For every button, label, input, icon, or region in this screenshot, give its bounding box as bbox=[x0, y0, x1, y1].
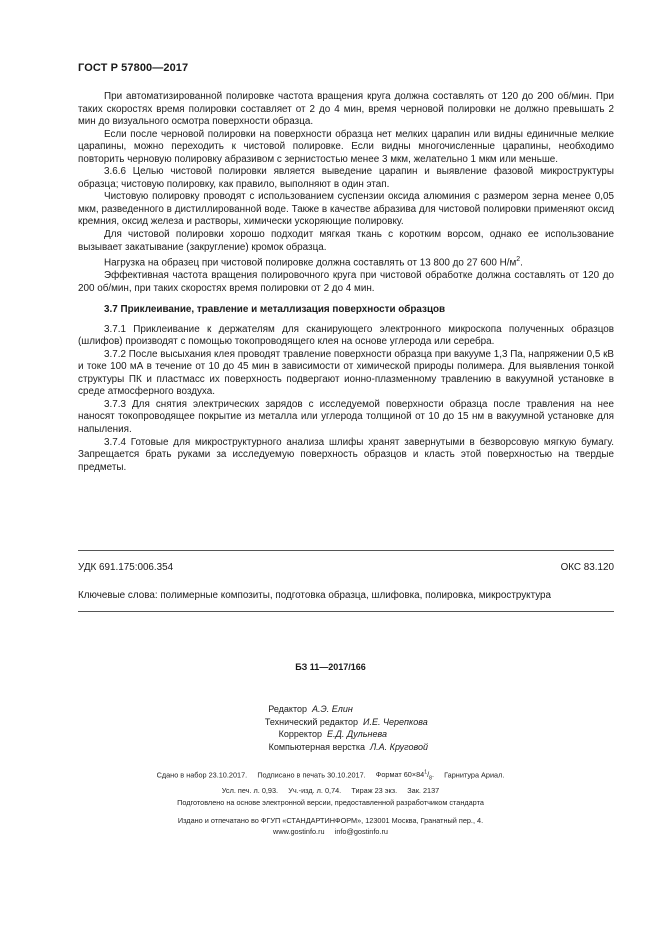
format-sub: 8 bbox=[429, 775, 432, 782]
typeface: Гарнитура Ариал. bbox=[444, 770, 505, 780]
print-run: Тираж 23 экз. bbox=[351, 786, 398, 796]
print-sheets: Усл. печ. л. 0,93. bbox=[221, 786, 279, 796]
paragraph: 3.7.3 Для снятия электрических зарядов с исследуемой поверхности образца после травления на нее наносят токопроводящее покрытие из металла или углерода толщиной от 10 до 15 нм в вакуумной установке для напыления. bbox=[78, 398, 614, 435]
paragraph: 3.7.4 Готовые для микроструктурного анализа шлифы хранят завернутыми в безворсовую мягкую бумагу. Запрещается брать руками за исследуемую поверхность образцов и класть этой поверхностью на твердые предметы. bbox=[78, 436, 614, 473]
document-header-title: ГОСТ Р 57800—2017 bbox=[78, 62, 189, 74]
paragraph: Эффективная частота вращения полировочного круга при чистовой обработке должна составлять от 120 до 200 об/мин, при таких скоростях время полировки от 2 до 4 мин. bbox=[78, 269, 614, 294]
divider-bottom bbox=[78, 611, 614, 612]
udc-code: УДК 691.175:006.354 bbox=[78, 562, 174, 573]
imprint-line-1 bbox=[0, 768, 661, 785]
section-heading: 3.7 Приклеивание, травление и металлизация поверхности образцов bbox=[104, 304, 446, 316]
website-link[interactable]: www.gostinfo.ru bbox=[273, 827, 325, 837]
credit-layout bbox=[268, 741, 429, 754]
credit-tech-editor bbox=[264, 716, 428, 729]
format-end: . bbox=[431, 770, 434, 780]
paragraph: Для чистовой полировки хорошо подходит мягкая ткань с коротким ворсом, однако ее использование вызывает закатывание (закругление) кромок образца. bbox=[78, 229, 614, 253]
format-sup: 1 bbox=[424, 770, 428, 776]
oks-code: ОКС 83.120 bbox=[560, 562, 614, 573]
format-text: Формат 60×84 bbox=[375, 770, 425, 780]
imprint-details bbox=[0, 768, 661, 808]
bz-number: БЗ 11—2017/166 bbox=[295, 662, 366, 672]
keywords: Ключевые слова: полимерные композиты, подготовка образца, шлифовка, полировка, микроструктура bbox=[78, 590, 552, 601]
load-text: Нагрузка на образец при чистовой полировке должна составлять от 13 800 до 27 600 Н/м bbox=[104, 257, 517, 269]
signed-date: Подписано в печать 30.10.2017. bbox=[257, 770, 366, 780]
imprint-line-3: Подготовлено на основе электронной версии, предоставленной разработчиком стандарта bbox=[177, 797, 484, 807]
credit-role: Технический редактор bbox=[264, 716, 358, 727]
credit-name: А.Э. Елин bbox=[312, 704, 353, 714]
credit-name: Л.А. Круговой bbox=[370, 741, 429, 752]
order-number: Зак. 2137 bbox=[407, 786, 440, 796]
credit-proofreader bbox=[278, 728, 387, 741]
body-text bbox=[78, 91, 614, 474]
imprint-line-2 bbox=[0, 785, 661, 796]
credit-role: Компьютерная верстка bbox=[268, 741, 365, 752]
credit-name: Е.Д. Дульнева bbox=[327, 729, 387, 740]
format-slash: / bbox=[427, 770, 430, 780]
publisher-address: Издано и отпечатано во ФГУП «СТАНДАРТИНФОРМ», 123001 Москва, Гранатный пер., 4. bbox=[177, 816, 484, 825]
load-unit-exponent: 2 bbox=[516, 256, 521, 264]
load-text-end: . bbox=[520, 257, 523, 269]
publishing-sheets: Уч.-изд. л. 0,74. bbox=[288, 786, 342, 796]
credit-role: Редактор bbox=[268, 704, 307, 714]
email-link[interactable]: info@gostinfo.ru bbox=[334, 827, 388, 837]
publisher-block bbox=[0, 815, 661, 838]
paragraph: 3.7.2 После высыхания клея проводят травление поверхности образца при вакууме 1,3 Па, напряжении 0,5 кВ и токе 100 мА в течение от 10 до 45 мин в зависимости от химической природы полимера. Для выявления тонкой структуры ПК и пластмасс их поверхность подвергают ионно-плазменному травлению в вакуумной установке в среде атмосферного воздуха. bbox=[78, 348, 614, 398]
paragraph bbox=[78, 254, 614, 270]
paragraph: Если после черновой полировки на поверхности образца нет мелких царапин или видны единичные мелкие царапины, можно переходить к чистовой полировке. Если видны многочисленные царапины, необходимо повторить черновую полировку абразивом с зернистостью менее 3 мкм, желательно 1 мкм или меньше. bbox=[78, 128, 614, 165]
format bbox=[375, 770, 434, 782]
credit-editor bbox=[268, 703, 353, 716]
submitted-date: Сдано в набор 23.10.2017. bbox=[156, 770, 248, 780]
paragraph: Чистовую полировку проводят с использованием суспензии оксида алюминия с размером зерна менее 0,05 мкм, разведенного в дистиллированной воде. Также в качестве абразива для чистовой полировки применяют оксид кремния, оксид железа и растворы, химически ускоряющие полировку. bbox=[78, 191, 614, 228]
paragraph: 3.6.6 Целью чистовой полировки является выведение царапин и выявление фазовой микроструктуры образца; чистовую полировку, как правило, выполняют в один этап. bbox=[78, 166, 614, 190]
credit-role: Корректор bbox=[278, 729, 322, 740]
paragraph: При автоматизированной полировке частота вращения круга должна составлять от 120 до 200 об/мин. При таких скоростях время полировки составляет от 2 до 4 мин, время черновой полировки не должно превышать 2 мин до визуального осмотра поверхности образца. bbox=[78, 91, 614, 128]
publisher-contacts bbox=[0, 826, 661, 837]
paragraph: 3.7.1 Приклеивание к держателям для сканирующего электронного микроскопа полученных образцов (шлифов) производят с помощью токопроводящего клея на основе углерода или серебра. bbox=[78, 323, 614, 348]
credit-name: И.Е. Черепкова bbox=[363, 716, 428, 727]
divider-top bbox=[78, 550, 614, 551]
